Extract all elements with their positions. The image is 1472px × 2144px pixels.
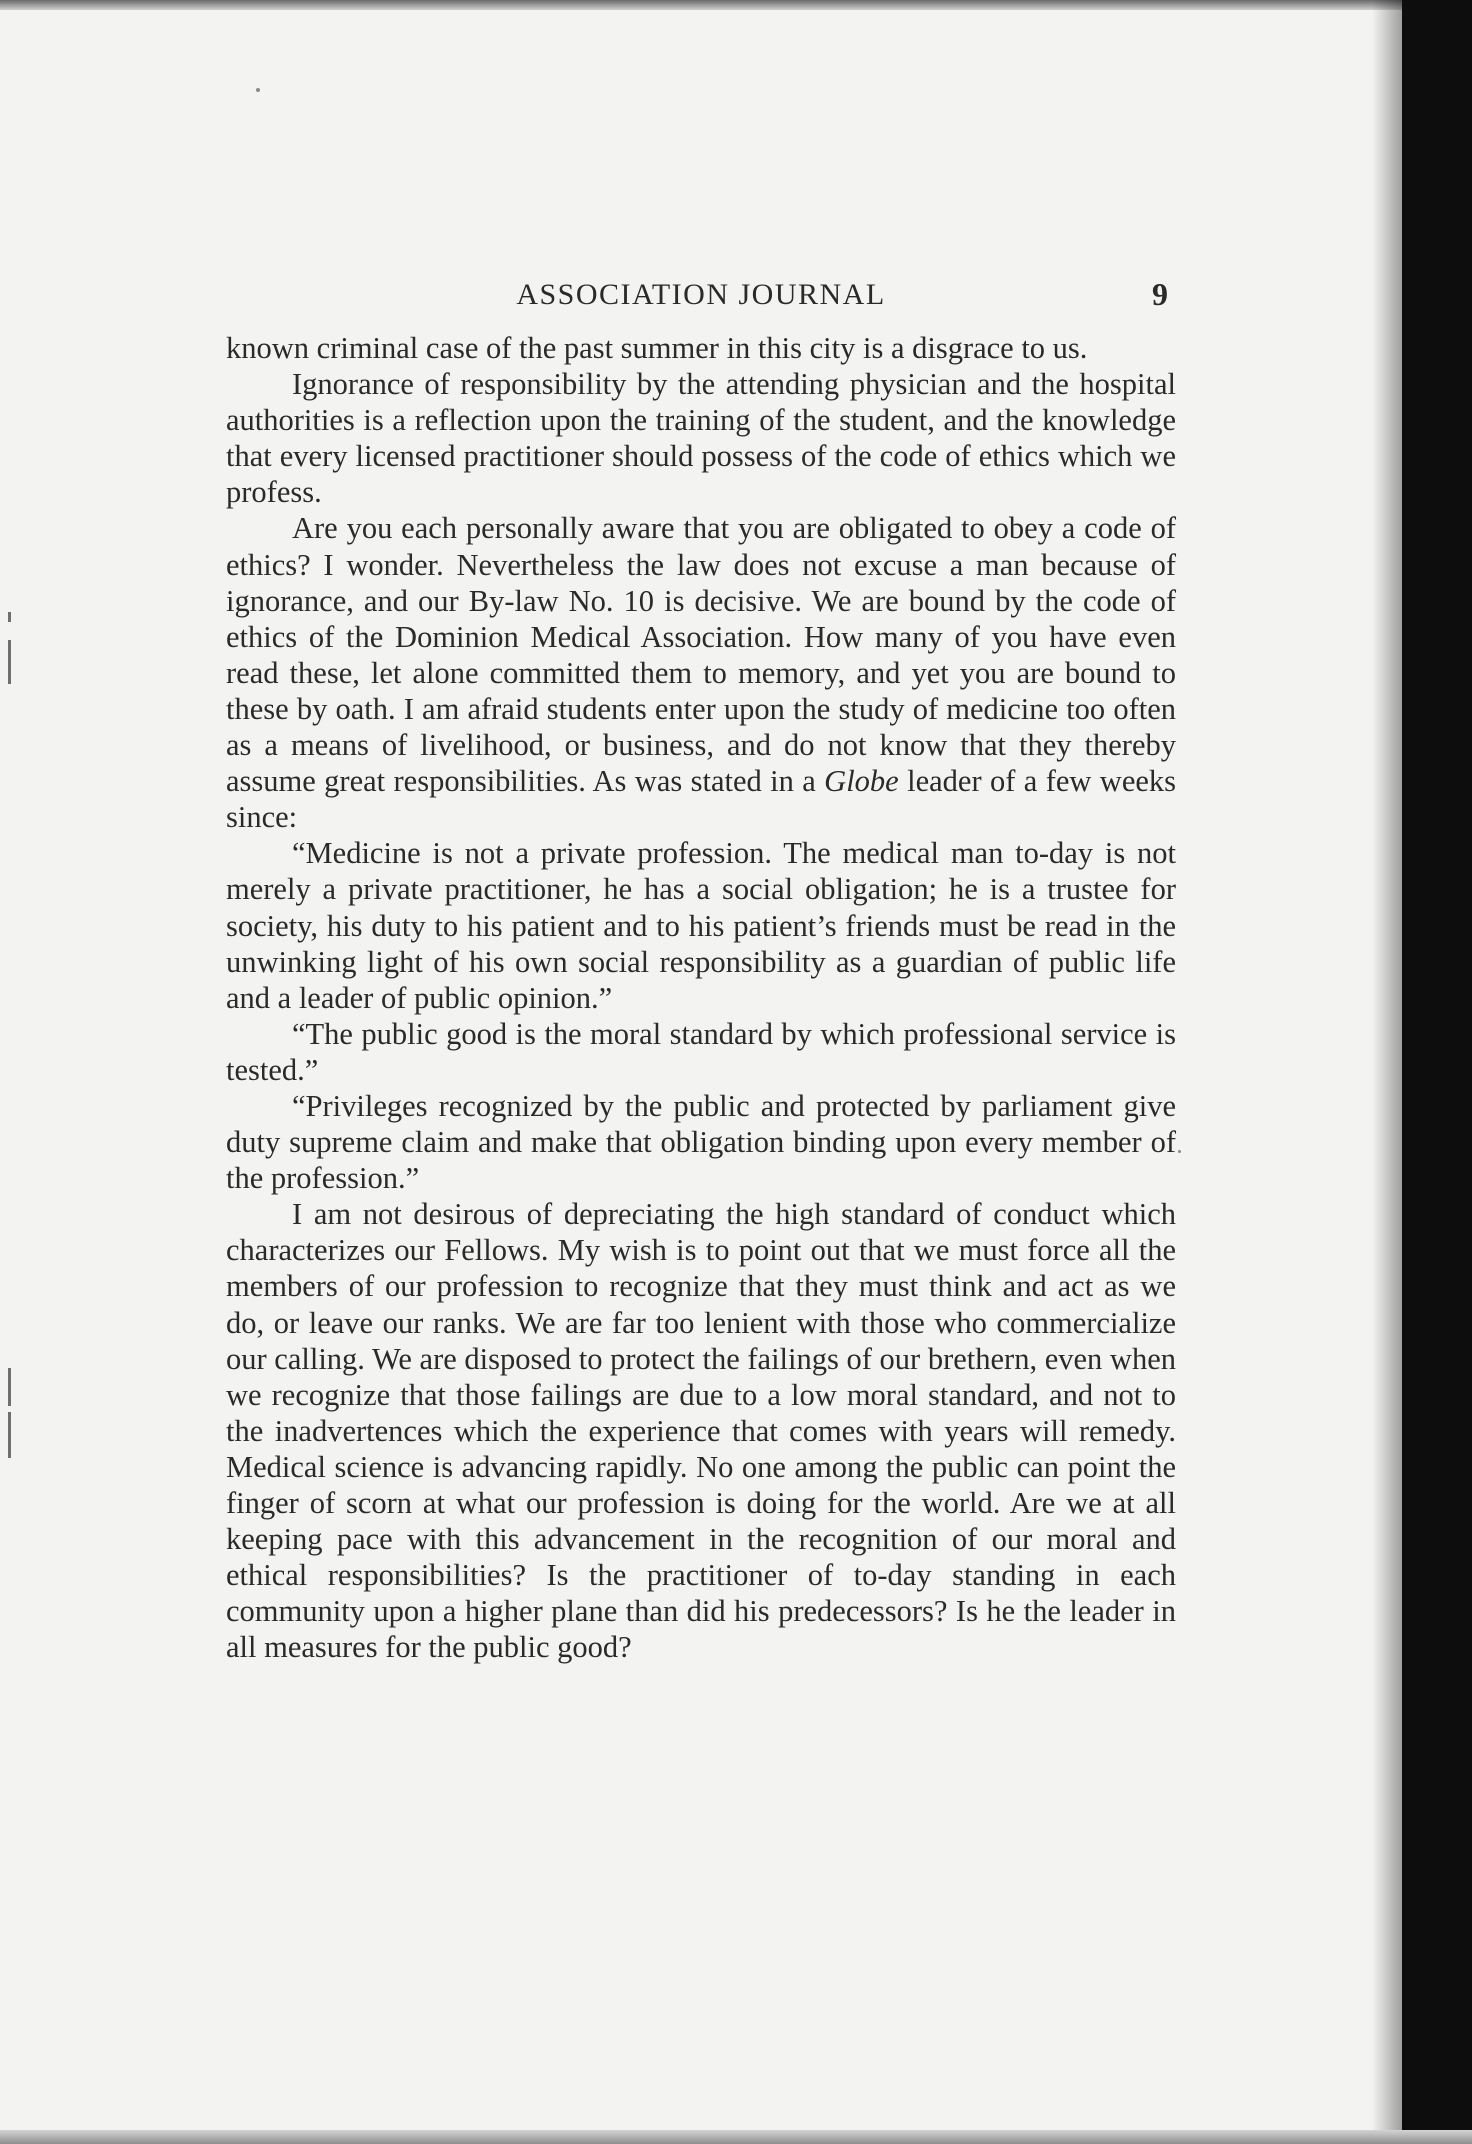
- paragraph-code-of-ethics: [226, 510, 1176, 835]
- margin-mark: [8, 1368, 11, 1406]
- scan-right-edge: [1402, 0, 1472, 2144]
- running-head: [226, 272, 1176, 320]
- paragraph-ignorance: Ignorance of responsibility by the attending physician and the hospital authorities is a reflection upon the training of the student, and the knowledge that every licensed practitioner should possess of the code of ethics which we profess.: [226, 367, 1176, 510]
- margin-mark: [8, 640, 11, 684]
- body-text: [226, 330, 1176, 1665]
- quote-medicine: “Medicine is not a private profession. The medical man to-day is not merely a private practitioner, he has a social obligation; he is a trustee for society, his duty to his patient and to his patient’s friends must be read in the unwinking light of his own social responsibility as a guardian of public life and a leader of public opinion.”: [226, 836, 1176, 1015]
- margin-mark: [8, 612, 11, 622]
- paragraph-code-of-ethics-end: leader of a few weeks since:: [226, 764, 1177, 835]
- margin-mark: [8, 1412, 11, 1458]
- scan-speck: [1178, 1150, 1181, 1153]
- globe-italic: Globe: [824, 764, 899, 799]
- scan-speck: [256, 88, 260, 92]
- running-title: ASSOCIATION JOURNAL: [516, 278, 886, 311]
- quote-privileges: “Privileges recognized by the public and protected by parliament give duty supreme claim and make that obligation binding upon every member of the profession.”: [226, 1088, 1176, 1196]
- scan-right-shadow: [1372, 0, 1402, 2144]
- quote-public-good: “The public good is the moral standard by which professional service is tested.”: [226, 1016, 1176, 1087]
- journal-page: [226, 272, 1176, 1665]
- paragraph-continued: known criminal case of the past summer in this city is a disgrace to us.: [226, 331, 1088, 365]
- scan-top-edge: [0, 0, 1472, 10]
- paragraph-standard-of-conduct: I am not desirous of depreciating the high standard of conduct which characterizes our Fellows. My wish is to point out that we must force all the members of our profession to recognize that they must think and act as we do, or leave our ranks. We are far too lenient with those who commercialize our calling. We are disposed to protect the failings of our brethern, even when we recognize that those failings are due to a low moral standard, and not to the inadvertences which the experience that comes with years will remedy. Medical science is advancing rapidly. No one among the public can point the finger of scorn at what our profession is doing for the world. Are we at all keeping pace with this advancement in the recognition of our moral and ethical responsibilities? Is the practitioner of to-day standing in each community upon a higher plane than did his predecessors? Is he the leader in all measures for the public good?: [226, 1197, 1176, 1665]
- scan-bottom-edge: [0, 2130, 1472, 2144]
- page-number: 9: [1152, 276, 1168, 312]
- paragraph-code-of-ethics-text: Are you each personally aware that you are obligated to obey a code of ethics? I wonder. Nevertheless the law does not excuse a man because of ignorance, and our By-law No. 10 is decisive. We are bound by the code of ethics of the Dominion Medical Association. How many of you have even read these, let alone committed them to memory, and yet you are bound to these by oath. I am afraid students enter upon the study of medicine too often as a means of livelihood, or business, and do not know that they thereby assume great responsibilities. As was stated in a: [226, 511, 1176, 799]
